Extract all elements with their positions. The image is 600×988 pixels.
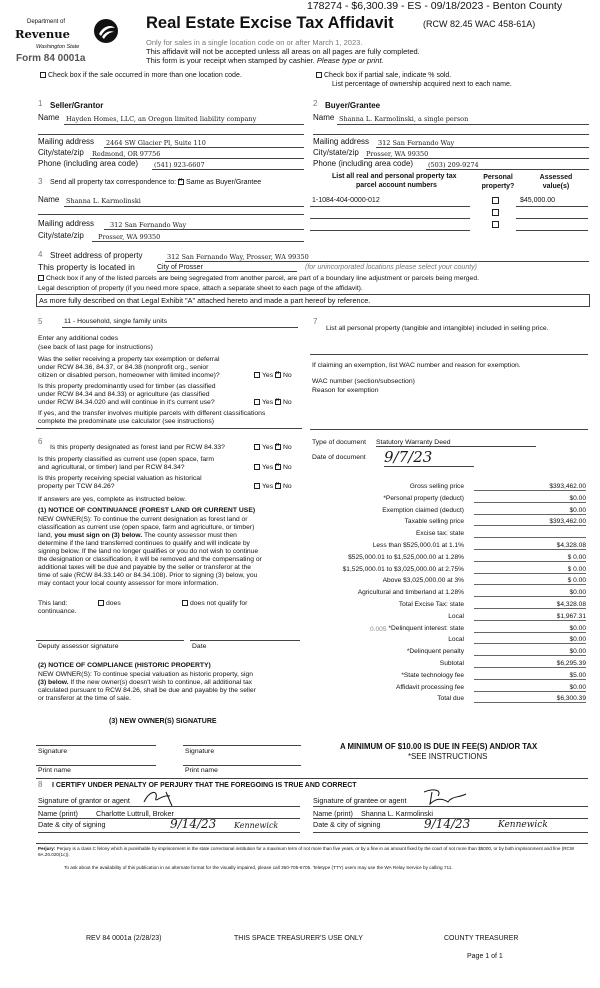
see-instructions: *SEE INSTRUCTIONS bbox=[408, 752, 488, 761]
partial-sale-check[interactable] bbox=[316, 72, 451, 79]
continuance-text-8: time of sale (RCW 84.33.140 or 84.34.108). Prior to signing (3) below, you bbox=[38, 572, 258, 579]
q-historic-2: property per TCW 84.26? bbox=[38, 483, 115, 490]
land-not-qualify-checkbox[interactable] bbox=[182, 600, 247, 607]
multi-location-label: Check box if the sale occurred in more than one location code. bbox=[48, 72, 242, 79]
tax-row-value[interactable]: $0.00 bbox=[474, 684, 586, 692]
tax-row-label: Excise tax: state bbox=[415, 530, 464, 538]
tax-row-label: Subtotal bbox=[439, 660, 464, 667]
seller-name-label: Name bbox=[38, 113, 60, 122]
grantee-date-city-label: Date & city of signing bbox=[313, 820, 381, 829]
tax-row-label: Total due bbox=[437, 695, 464, 703]
buyer-phone-value[interactable]: (503) 209-9274 bbox=[428, 161, 479, 169]
yes-label: Yes bbox=[262, 483, 274, 490]
tax-row-label: $525,000.01 to $1,525,000.00 at 1.28% bbox=[348, 553, 464, 561]
tax-row-label: Local bbox=[448, 636, 464, 644]
seller-name-value[interactable]: Hayden Homes, LLC, an Oregon limited liability company bbox=[66, 115, 257, 123]
located-label: This property is located in bbox=[38, 262, 135, 272]
unincorporated-note: (for unincorporated locations please select your county) bbox=[305, 264, 477, 271]
no-label: No bbox=[282, 399, 292, 406]
q-multi-class-2: complete the predominate use calculator (see instructions) bbox=[38, 418, 215, 425]
dor-state: Washington State bbox=[36, 44, 80, 50]
revision-label: REV 84 0001a (2/28/23) bbox=[86, 935, 162, 942]
grantee-city-value[interactable]: Kennewick bbox=[498, 820, 548, 830]
treasurer-space-label: THIS SPACE TREASURER'S USE ONLY bbox=[234, 935, 363, 942]
yes-label: Yes bbox=[262, 464, 274, 471]
no-label: No bbox=[282, 483, 292, 490]
local-tax-rate: 0.005 bbox=[370, 626, 387, 633]
form-title: Real Estate Excise Tax Affidavit bbox=[146, 14, 394, 32]
legal-description-box[interactable] bbox=[36, 294, 590, 307]
does-label: does bbox=[106, 600, 121, 607]
form-subtitle-3 bbox=[146, 56, 384, 65]
tax-row-value[interactable]: $6,300.39 bbox=[474, 695, 586, 703]
correspondence-number: 3 bbox=[38, 177, 43, 186]
tax-row-label: $1,525,000.01 to $3,025,000.00 at 2.75% bbox=[342, 565, 464, 573]
tax-row bbox=[308, 695, 588, 707]
tax-row bbox=[308, 589, 588, 601]
corr-city-label: City/state/zip bbox=[38, 231, 84, 240]
parcel-1[interactable]: 1-1084-404-0000-012 bbox=[312, 197, 380, 204]
grantor-date-city-label: Date & city of signing bbox=[38, 820, 106, 829]
page-number bbox=[467, 953, 503, 960]
buyer-mail-value[interactable]: 312 San Fernando Way bbox=[378, 139, 455, 147]
doc-date-value[interactable]: 9/7/23 bbox=[384, 448, 474, 467]
continuance-text-6: the designation or classification, it will be removed and the compensating or bbox=[38, 556, 262, 563]
no-label: No bbox=[282, 464, 292, 471]
if-yes-note: If answers are yes, complete as instructed below. bbox=[38, 496, 187, 503]
partial-sale-label: Check box if partial sale, indicate % sold. bbox=[324, 72, 452, 79]
print-note: Please type or print. bbox=[316, 56, 384, 65]
continuance-text-2: classification as current use (open space, farm and agriculture, or timber) bbox=[38, 524, 255, 531]
tax-row bbox=[308, 542, 588, 554]
correspondence-line bbox=[50, 179, 261, 186]
tax-row bbox=[308, 672, 588, 684]
tax-row-value[interactable]: $4,328.08 bbox=[474, 542, 586, 550]
tax-row-label: Agricultural and timberland at 1.28% bbox=[357, 589, 464, 597]
county-treasurer-label: COUNTY TREASURER bbox=[444, 935, 519, 942]
tax-row-label: *State technology fee bbox=[401, 671, 464, 679]
no-label: No bbox=[282, 444, 292, 451]
tax-row bbox=[308, 684, 588, 696]
compliance-text-1: NEW OWNER(S): To continue special valuation as historic property, sign bbox=[38, 671, 253, 678]
legal-description-value: As more fully described on that Legal Exhibit "A" attached hereto and made a part hereof by reference. bbox=[39, 296, 371, 305]
tax-row-value[interactable]: $6,295.39 bbox=[474, 660, 586, 668]
assessed-value-1[interactable]: $45,000.00 bbox=[520, 197, 556, 204]
parcels-assessed-heading: Assessed value(s) bbox=[539, 174, 573, 190]
yes-label: Yes bbox=[262, 399, 274, 406]
tax-row-value[interactable] bbox=[474, 530, 586, 538]
same-as-buyer-label: Same as Buyer/Grantee bbox=[186, 179, 262, 186]
tax-row-label: Affidavit processing fee bbox=[395, 683, 464, 691]
q-timber-1: Is this property predominantly used for timber (as classified bbox=[38, 383, 216, 390]
continuance-text-5: signing below. If the land no longer qualifies or you do not wish to continue bbox=[38, 548, 259, 555]
q-current-use-yesno[interactable] bbox=[254, 464, 292, 471]
buyer-section-number: 2 bbox=[313, 99, 318, 108]
location-number: 4 bbox=[38, 250, 43, 259]
same-as-buyer-checkbox[interactable] bbox=[178, 179, 184, 185]
buyer-name-value[interactable]: Shanna L. Karmolinski, a single person bbox=[339, 115, 469, 123]
seller-heading: Seller/Grantor bbox=[50, 101, 104, 110]
new-owner-signature-title: (3) NEW OWNER(S) SIGNATURE bbox=[109, 718, 217, 725]
grantor-signature[interactable] bbox=[140, 788, 210, 808]
q-historic-1: Is this property receiving special valuation as historical bbox=[38, 475, 202, 482]
compliance-text-4: or transferor at the time of sale. bbox=[38, 695, 131, 702]
tax-row-value[interactable]: $0.00 bbox=[474, 507, 586, 515]
tax-row bbox=[308, 636, 588, 648]
q-timber-3: under RCW 84.34.020 and will continue in it's current use? bbox=[38, 399, 215, 406]
tax-row bbox=[308, 577, 588, 589]
doc-date-label: Date of document bbox=[312, 454, 366, 461]
parcels-personal-heading: Personal property? bbox=[481, 174, 515, 190]
tax-row-value[interactable]: $393,462.00 bbox=[474, 518, 586, 526]
perjury-text: Perjury is a class C felony which is punishable by imprisonment in the state correctional institution for a maximum term of not more than five years, or by a fine in an amount fixed by the court of not more than $5000, or by both imprisonment and fine (RCW 9A.20.020(1c)). bbox=[38, 846, 575, 857]
yes-label: Yes bbox=[262, 444, 274, 451]
continuance-text-4: determine if the land transferred continues to qualify and will indicate by bbox=[38, 540, 250, 547]
page-number-text: Page 1 of 1 bbox=[467, 953, 503, 960]
seller-section-number: 1 bbox=[38, 99, 43, 108]
new-owner-print-1[interactable]: Print name bbox=[38, 767, 71, 774]
continuance-text-1: NEW OWNER(S): To continue the current designation as forest land or bbox=[38, 516, 248, 523]
grantee-date-value[interactable]: 9/14/23 bbox=[424, 817, 471, 831]
corr-name-label: Name bbox=[38, 195, 60, 204]
tax-row bbox=[308, 566, 588, 578]
doc-type-value[interactable]: Statutory Warranty Deed bbox=[376, 439, 536, 447]
dor-revenue-word: Revenue bbox=[15, 27, 70, 41]
tax-row bbox=[308, 660, 588, 672]
seller-mail-value[interactable]: 2464 SW Glacier Pl, Suite 110 bbox=[106, 139, 206, 147]
dor-swoosh-icon bbox=[93, 18, 119, 44]
buyer-phone-label: Phone (including area code) bbox=[313, 159, 414, 168]
tax-row-label: Local bbox=[448, 612, 464, 620]
q-timber-2: under RCW 84.34 and 84.33) or agriculture (as classified bbox=[38, 391, 210, 398]
dor-dept-line: Department of bbox=[27, 19, 66, 25]
q-current-use-2: and agricultural, or timber) land per RCW 84.34? bbox=[38, 464, 185, 471]
parcels-heading-1: List all real and personal property tax bbox=[332, 173, 457, 180]
not-qualify-label: does not qualify for bbox=[190, 600, 248, 607]
corr-mail-value[interactable]: 312 San Fernando Way bbox=[110, 221, 187, 229]
q-current-use-1: Is this property classified as current use (open space, farm bbox=[38, 456, 215, 463]
land-use-code[interactable]: 11 - Household, single family units bbox=[64, 318, 168, 325]
grantor-signature-label: Signature of grantor or agent bbox=[38, 796, 130, 805]
doc-type-label: Type of document bbox=[312, 439, 367, 446]
compliance-text-2b: If the new owner(s) doesn't wish to continue, all additional tax bbox=[70, 679, 253, 686]
tax-row bbox=[308, 625, 588, 637]
minimum-fee-notice: A MINIMUM OF $10.00 IS DUE IN FEE(S) AND/OR TAX bbox=[340, 742, 538, 751]
buyer-name-label: Name bbox=[313, 113, 335, 122]
street-label: Street address of property bbox=[50, 251, 143, 260]
q-timber-yesno[interactable] bbox=[254, 399, 292, 406]
seller-city-label: City/state/zip bbox=[38, 148, 84, 157]
tax-row bbox=[308, 507, 588, 519]
continuance-text-3 bbox=[38, 532, 237, 539]
new-owner-signature-1[interactable]: Signature bbox=[38, 748, 68, 755]
accessibility-note: To ask about the availability of this publication in an alternate format for the visually impaired, please call 360-705-6705. Teletype (TTY) users may use the WA Relay Service by calling 711. bbox=[64, 865, 453, 870]
tax-row bbox=[308, 601, 588, 613]
tax-row-value[interactable]: $ 0.00 bbox=[474, 577, 586, 585]
tax-row-label: Above $3,025,000.00 at 3% bbox=[382, 577, 464, 585]
tax-row bbox=[308, 483, 588, 495]
compliance-text-2a: (3) below. bbox=[38, 679, 69, 686]
tax-row-label: *Delinquent interest: state bbox=[388, 624, 464, 632]
segregated-label: Check box if any of the listed parcels are being segregated from another parcel, are part of a boundary line adjustment or parcels being merged. bbox=[46, 275, 479, 282]
grantor-name-label: Name (print) bbox=[38, 809, 78, 818]
buyer-mail-label: Mailing address bbox=[313, 137, 370, 146]
exemption-label: If claiming an exemption, list WAC number and reason for exemption. bbox=[312, 362, 521, 369]
tax-row-label: Exemption claimed (deduct) bbox=[382, 506, 464, 514]
tax-row bbox=[308, 530, 588, 542]
personal-property-checkbox-3[interactable] bbox=[492, 221, 499, 228]
no-label: No bbox=[282, 372, 292, 379]
compliance-text-3: calculated pursuant to RCW 84.26, shall be due and payable by the seller bbox=[38, 687, 256, 694]
yes-label: Yes bbox=[262, 372, 274, 379]
form-subtitle-1: Only for sales in a single location code on or after March 1, 2023. bbox=[146, 38, 363, 47]
grantee-name-label: Name (print) bbox=[313, 809, 353, 818]
q-forest-yesno[interactable] bbox=[254, 444, 292, 451]
multi-location-check[interactable] bbox=[40, 72, 242, 79]
tax-row-value[interactable]: $1,967.31 bbox=[474, 613, 586, 621]
tax-row-value[interactable]: $5.00 bbox=[474, 672, 586, 680]
perjury-label: Perjury: bbox=[38, 846, 56, 851]
continuance-text-3a: land, bbox=[38, 532, 53, 539]
tax-row-label: Total Excise Tax: state bbox=[398, 601, 464, 608]
perjury-note bbox=[38, 846, 586, 858]
dor-logo bbox=[14, 15, 134, 67]
seller-city-value[interactable]: Redmond, OR 97756 bbox=[92, 150, 161, 158]
continuance-text-3b: you must sign on (3) below. bbox=[54, 532, 143, 539]
legal-label: Legal description of property (if you need more space, attach a separate sheet to each page of the affidavit). bbox=[38, 285, 363, 292]
additional-codes: Enter any additional codes bbox=[38, 335, 119, 342]
tax-row-label: *Delinquent penalty bbox=[406, 648, 464, 656]
corr-mail-label: Mailing address bbox=[38, 219, 95, 228]
new-owner-print-2[interactable]: Print name bbox=[185, 767, 218, 774]
seller-phone-label: Phone (including area code) bbox=[38, 159, 139, 168]
partial-sale-note: List percentage of ownership acquired next to each name. bbox=[332, 81, 512, 88]
wac-label: WAC number (section/subsection) bbox=[312, 378, 415, 385]
tax-row bbox=[308, 495, 588, 507]
tax-row-value[interactable]: $0.00 bbox=[474, 495, 586, 503]
receipt-note: This form is your receipt when stamped by cashier. bbox=[146, 56, 315, 65]
deputy-date-label: Date bbox=[192, 643, 207, 650]
new-owner-signature-2[interactable]: Signature bbox=[185, 748, 215, 755]
tax-row-label: Taxable selling price bbox=[404, 518, 464, 526]
tax-row-value[interactable]: $393,462.00 bbox=[474, 483, 586, 491]
tax-row-value[interactable]: $0.00 bbox=[474, 625, 586, 633]
section5-number: 5 bbox=[38, 317, 43, 326]
tax-row-value[interactable]: $ 0.00 bbox=[474, 566, 586, 574]
tax-row bbox=[308, 648, 588, 660]
buyer-heading: Buyer/Grantee bbox=[325, 101, 381, 110]
tax-row bbox=[308, 518, 588, 530]
corr-name-value[interactable]: Shanna L. Karmolinski bbox=[66, 197, 141, 205]
seller-mail-label: Mailing address bbox=[38, 137, 95, 146]
tax-row bbox=[308, 554, 588, 566]
q-exemption-yesno[interactable] bbox=[254, 372, 292, 379]
tax-row-label: *Personal property (deduct) bbox=[383, 494, 464, 502]
personal-property-checkbox-1[interactable] bbox=[492, 197, 499, 204]
section6-number: 6 bbox=[38, 437, 43, 446]
deputy-signature-label: Deputy assessor signature bbox=[38, 643, 119, 650]
form-subtitle-2: This affidavit will not be accepted unless all areas on all pages are fully completed. bbox=[146, 47, 420, 56]
additional-codes-see: (see back of last page for instructions) bbox=[38, 344, 153, 351]
tax-row-label: Gross selling price bbox=[409, 483, 464, 490]
compliance-text-2 bbox=[38, 679, 252, 686]
land-does-checkbox[interactable] bbox=[98, 600, 121, 607]
tax-row-value[interactable]: $0.00 bbox=[474, 648, 586, 656]
q-multi-class-1: If yes, and the transfer involves multiple parcels with different classifications bbox=[38, 410, 266, 417]
buyer-city-value[interactable]: Prosser, WA 99350 bbox=[366, 150, 429, 158]
tax-row-value[interactable]: $0.00 bbox=[474, 589, 586, 597]
grantor-city-value[interactable]: Kennewick bbox=[234, 821, 279, 830]
corr-city-value[interactable]: Prosser, WA 99350 bbox=[98, 233, 161, 241]
q-exemption-2: under RCW 84.36, 84.37, or 84.38 (nonprofit org., senior bbox=[38, 364, 209, 371]
reason-label: Reason for exemption bbox=[312, 387, 379, 394]
certify-statement: I CERTIFY UNDER PENALTY OF PERJURY THAT THE FOREGOING IS TRUE AND CORRECT bbox=[52, 782, 357, 789]
form-number: Form 84 0001a bbox=[16, 53, 86, 64]
segregated-check[interactable] bbox=[38, 275, 479, 282]
q-historic-yesno[interactable] bbox=[254, 483, 292, 490]
tax-row bbox=[308, 613, 588, 625]
q-exemption-1: Was the seller receiving a property tax exemption or deferral bbox=[38, 356, 220, 363]
q-forest: Is this property designated as forest land per RCW 84.33? bbox=[50, 444, 225, 451]
recording-stamp: 178274 - $6,300.39 - ES - 09/18/2023 - Benton County bbox=[307, 0, 563, 12]
grantor-date-value[interactable]: 9/14/23 bbox=[170, 817, 217, 831]
q-exemption-3: citizen or disabled person, homeowner with limited income)? bbox=[38, 372, 220, 379]
compliance-title: (2) NOTICE OF COMPLIANCE (HISTORIC PROPERTY) bbox=[38, 662, 211, 669]
section8-number: 8 bbox=[38, 780, 43, 789]
section7-number: 7 bbox=[313, 317, 318, 326]
continuance-title: (1) NOTICE OF CONTINUANCE (FOREST LAND OR CURRENT USE) bbox=[38, 507, 256, 514]
grantee-signature-label: Signature of grantee or agent bbox=[313, 796, 407, 805]
continuance-text-7: additional taxes will be due and payable by the seller or transferor at the bbox=[38, 564, 252, 571]
tax-row-label: Less than $525,000.01 at 1.1% bbox=[372, 542, 464, 549]
continuance-label: continuance. bbox=[38, 608, 77, 615]
buyer-city-label: City/state/zip bbox=[313, 148, 359, 157]
correspondence-label: Send all property tax correspondence to: bbox=[50, 179, 177, 186]
personal-property-label: List all personal property (tangible and intangible) included in selling price. bbox=[326, 325, 549, 332]
tax-row-value[interactable]: $4,328.08 bbox=[474, 601, 586, 609]
personal-property-checkbox-2[interactable] bbox=[492, 209, 499, 216]
grantee-signature[interactable] bbox=[420, 786, 490, 808]
street-value[interactable]: 312 San Fernando Way, Prosser, WA 99350 bbox=[167, 253, 309, 261]
tax-row-value[interactable]: $0.00 bbox=[474, 636, 586, 644]
tax-row-value[interactable]: $ 0.00 bbox=[474, 554, 586, 562]
continuance-text-3c: The county assessor must then bbox=[143, 532, 237, 539]
continuance-text-9: may contact your local county assessor for more information. bbox=[38, 580, 219, 587]
this-land-label: This land: bbox=[38, 600, 68, 607]
grantee-name-value[interactable]: Shanna L. Karmolinski bbox=[361, 809, 433, 818]
seller-phone-value[interactable]: (541) 923-6607 bbox=[154, 161, 205, 169]
parcels-heading-2: parcel account numbers bbox=[356, 182, 437, 189]
grantor-name-value[interactable]: Charlotte Luttrull, Broker bbox=[96, 809, 174, 818]
located-value[interactable]: City of Prosser bbox=[157, 264, 297, 272]
form-rcw: (RCW 82.45 WAC 458-61A) bbox=[423, 19, 536, 29]
